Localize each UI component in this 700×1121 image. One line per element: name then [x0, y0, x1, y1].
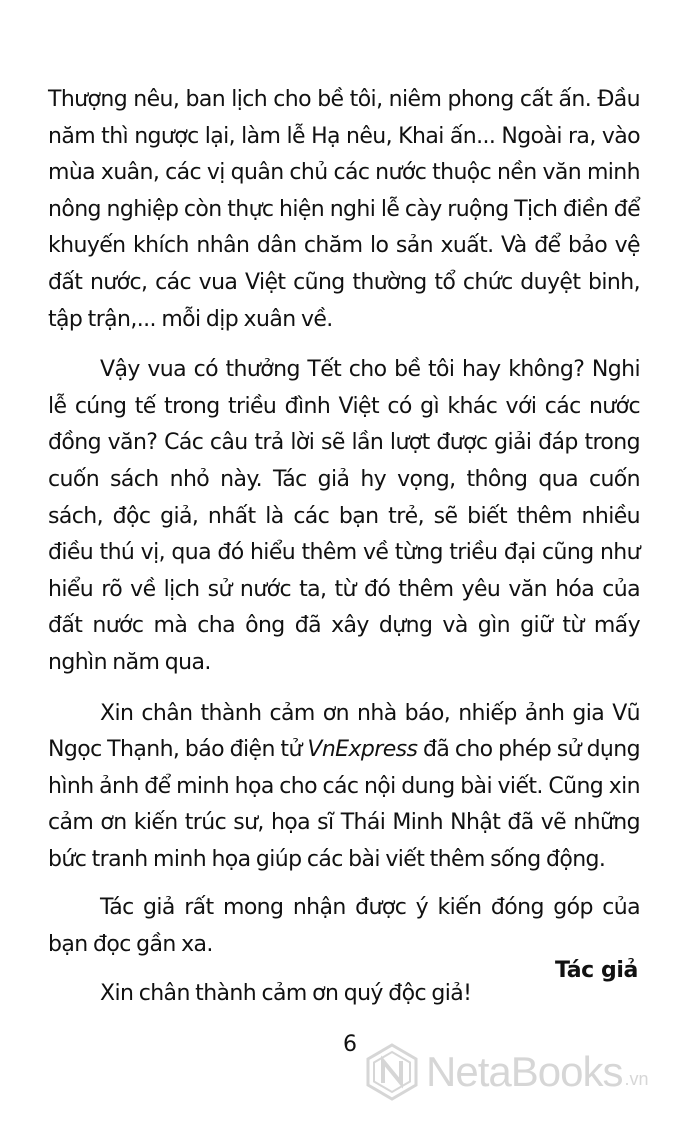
watermark-brand: NetaBooks — [426, 1048, 623, 1095]
paragraph-3-part-1: Xin chân thành cảm ơn nhà báo, nhiếp ảnh gia Vũ Ngọc Thạnh, báo điện tử — [48, 700, 640, 763]
author-signature: Tác giả — [554, 958, 638, 983]
netabooks-logo-icon — [366, 1043, 418, 1101]
publication-name: VnExpress — [307, 737, 418, 763]
paragraph-2: Vậy vua có thưởng Tết cho bề tôi hay không? Nghi lễ cúng tế trong triều đình Việt có gì khác với các nước đồng văn? Các câu trả lời sẽ lần lượt được giải đáp trong cuốn sách nhỏ này. Tác giả hy vọng, thông qua cuốn sách, độc giả, nhất là các bạn trẻ, sẽ biết thêm nhiều điều thú vị, qua đó hiểu thêm về từng triều đại cũng như hiểu rõ về lịch sử nước ta, từ đó thêm yêu văn hóa của đất nước mà cha ông đã xây dựng và gìn giữ từ mấy nghìn năm qua. — [48, 357, 640, 675]
watermark — [366, 1043, 648, 1101]
paragraph-3 — [48, 696, 640, 879]
watermark-suffix: .vn — [624, 1068, 649, 1089]
paragraph-4: Tác giả rất mong nhận được ý kiến đóng góp của bạn đọc gần xa. — [48, 895, 640, 958]
paragraph-1: Thượng nêu, ban lịch cho bề tôi, niêm phong cất ấn. Đầu năm thì ngược lại, làm lễ Hạ nêu, Khai ấn... Ngoài ra, vào mùa xuân, các vị quân chủ các nước thuộc nền văn minh nông nghiệp còn thực hiện nghi lễ cày ruộng Tịch điền để khuyến khích nhân dân chăm lo sản xuất. Và để bảo vệ đất nước, các vua Việt cũng thường tổ chức duyệt binh, tập trận,... mỗi dịp xuân về. — [48, 87, 640, 332]
page-number: 6 — [343, 1032, 357, 1057]
paragraph-5: Xin chân thành cảm ơn quý độc giả! — [100, 980, 472, 1006]
paragraph-3-part-2: đã cho phép sử dụng hình ảnh để minh họa cho các nội dung bài viết. Cũng xin cảm ơn kiến trúc sư, họa sĩ Thái Minh Nhật đã vẽ những bức tranh minh họa giúp các bài viết thêm sống động. — [48, 737, 640, 872]
page-body — [48, 82, 640, 1012]
